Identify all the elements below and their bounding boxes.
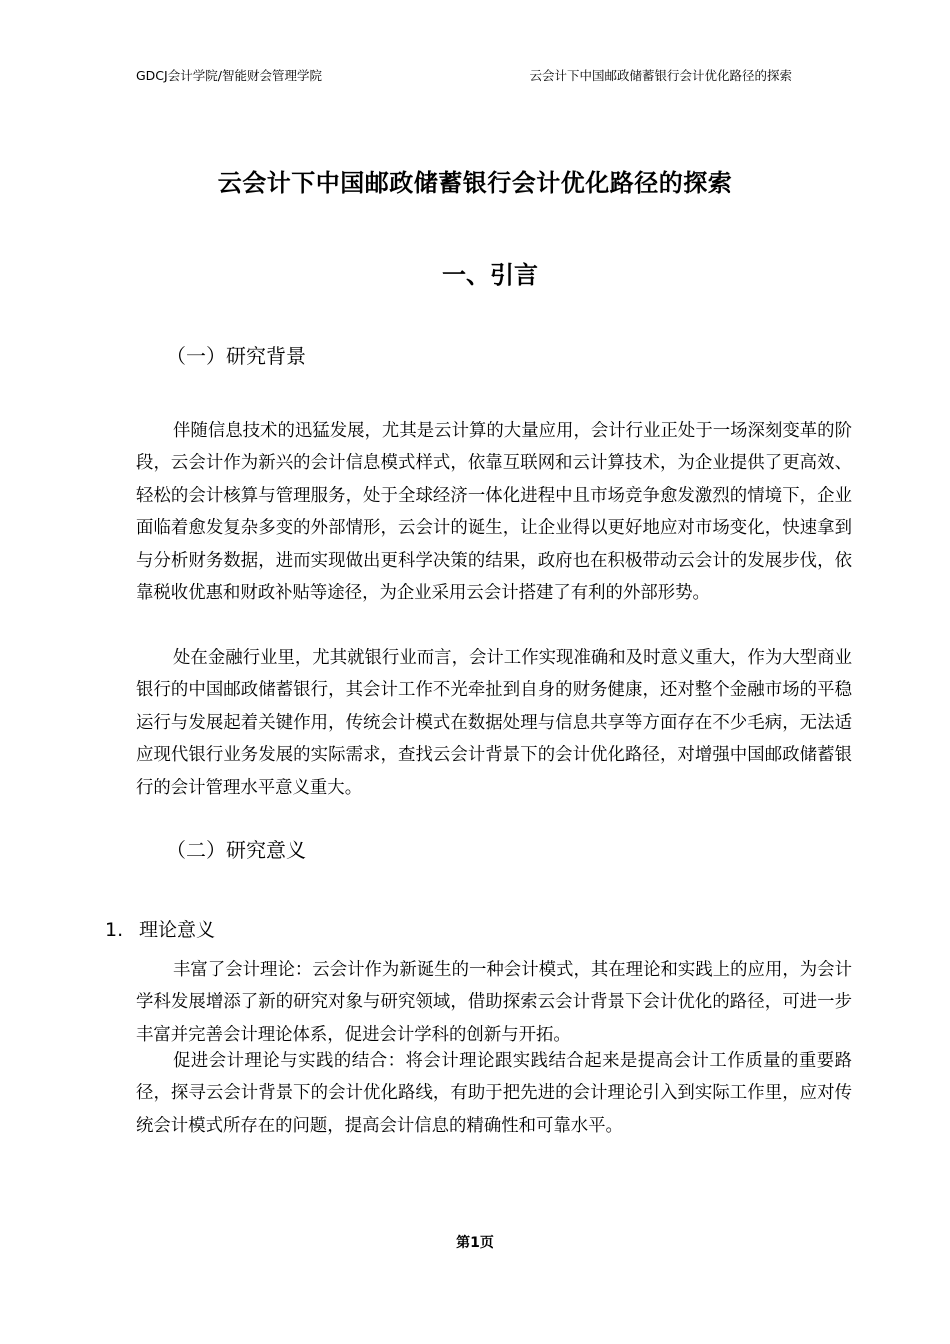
section-heading-background: （一）研究背景 [166,344,306,368]
subheading-label: 理论意义 [139,919,216,941]
subheading-number: 1. [105,919,124,941]
subheading-theory [105,916,215,944]
paragraph-background-2: 处在金融行业里，尤其就银行业而言，会计工作实现准确和及时意义重大，作为大型商业银行的中国邮政储蓄银行，其会计工作不光牵扯到自身的财务健康，还对整个金融市场的平稳运行与发展起着关键作用，传统会计模式在数据处理与信息共享等方面存在不少毛病，无法适应现代银行业务发展的实际需求，查找云会计背景下的会计优化路径，对增强中国邮政储蓄银行的会计管理水平意义重大。 [136,648,852,798]
running-header-right: 云会计下中国邮政储蓄银行会计优化路径的探索 [529,68,792,83]
section-heading-significance: （二）研究意义 [166,838,306,862]
document-title: 云会计下中国邮政储蓄银行会计优化路径的探索 [217,169,733,197]
running-header-left: GDCJ会计学院/智能财会管理学院 [136,68,322,83]
paragraph-theory-1: 丰富了会计理论：云会计作为新诞生的一种会计模式，其在理论和实践上的应用，为会计学科发展增添了新的研究对象与研究领域，借助探索云会计背景下会计优化的路径，可进一步丰富并完善会计理论体系，促进会计学科的创新与开拓。 [136,960,852,1045]
paragraph-theory-2: 促进会计理论与实践的结合：将会计理论跟实践结合起来是提高会计工作质量的重要路径，探寻云会计背景下的会计优化路线，有助于把先进的会计理论引入到实际工作里，应对传统会计模式所存在的问题，提高会计信息的精确性和可靠水平。 [136,1051,852,1136]
chapter-heading: 一、引言 [442,261,538,289]
page-number: 第1页 [456,1235,494,1251]
paragraph-background-1: 伴随信息技术的迅猛发展，尤其是云计算的大量应用，会计行业正处于一场深刻变革的阶段，云会计作为新兴的会计信息模式样式，依靠互联网和云计算技术，为企业提供了更高效、轻松的会计核算与管理服务，处于全球经济一体化进程中且市场竞争愈发激烈的情境下，企业面临着愈发复杂多变的外部情形，云会计的诞生，让企业得以更好地应对市场变化，快速拿到与分析财务数据，进而实现做出更科学决策的结果，政府也在积极带动云会计的发展步伐，依靠税收优惠和财政补贴等途径，为企业采用云会计搭建了有利的外部形势。 [136,421,852,604]
